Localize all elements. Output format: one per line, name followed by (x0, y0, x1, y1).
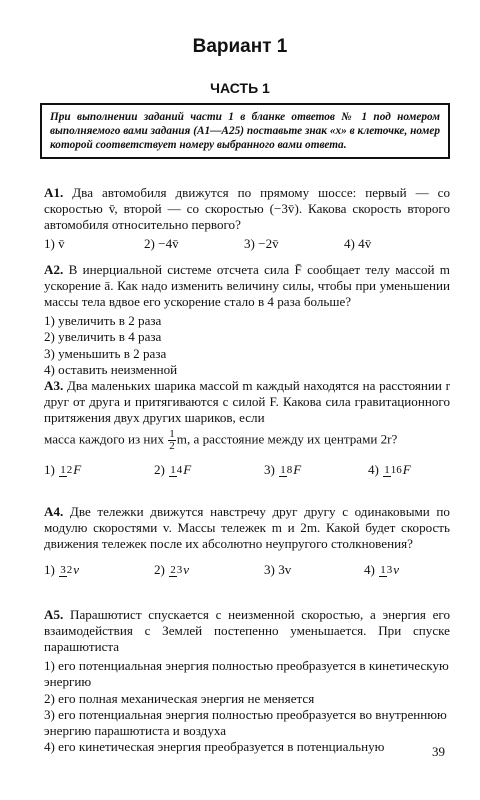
question-text: А2. В инерциальной системе отсчета сила F̄ сообщает телу массой m ускорение ā. Как надо изменить величину силы, чтобы при уменьшении массы тела вдвое его ускорение стало в 4 раза больше? (44, 262, 450, 309)
question-text: А1. Два автомобиля движутся по прямому шоссе: первый — со скоростью v̄, второй — со скоростью (−3v̄). Какова скорость второго автомобиля относительно первого? (44, 185, 450, 232)
question-text: А5. Парашютист спускается с неизменной скоростью, а энергия его взаимодействия с Землей постепенно уменьшается. При спуске парашютиста (44, 607, 450, 654)
instructions-box: При выполнении заданий части 1 в бланке ответов № 1 под номером выполняемого вами задания (А1—А25) поставьте знак «х» в клеточке, номер которой соответствует номеру выбранного вами ответа. (40, 103, 450, 159)
fraction: $\frac{1}{2}$ (169, 428, 175, 452)
question-a5 (44, 607, 450, 756)
part-title: ЧАСТЬ 1 (210, 80, 270, 96)
question-text: А4. Две тележки движутся навстречу друг другу с одинаковыми по модулю скоростями v. Массы тележек m и 2m. Какой будет скорость движения тележек после их абсолютно неупругого столкновения? (44, 504, 450, 551)
page-number: 39 (432, 744, 445, 759)
question-text-continued: масса каждого из них $\frac{1}{2}$ m, а расстояние между их центрами 2r? (44, 428, 398, 452)
answer-option: 1) 12F (44, 462, 82, 477)
question-a4 (44, 504, 450, 578)
answer-options (44, 236, 450, 252)
answer-options (44, 462, 450, 478)
question-number: А4. (44, 504, 64, 519)
answer-option: 4) 4v̄ (344, 236, 372, 251)
answer-option: 3) 3v (264, 562, 292, 577)
question-number: А3. (44, 378, 64, 393)
answer-option: 1) 32v (44, 562, 80, 577)
answer-option: 4) 13v (364, 562, 400, 577)
answer-option: 1) его потенциальная энергия полностью преобразуется в кинетическую энергию (44, 658, 449, 690)
answer-option: 3) 18F (264, 462, 302, 477)
answer-option: 3) −2v̄ (244, 236, 279, 251)
answer-option: 3) уменьшить в 2 раза (44, 345, 167, 361)
question-number: А5. (44, 607, 64, 622)
question-a1 (44, 185, 450, 252)
answer-option: 2) −4v̄ (144, 236, 179, 251)
answer-option: 4) его кинетическая энергия преобразуется в потенциальную (44, 739, 385, 755)
question-a3 (44, 378, 450, 478)
answer-option: 4) оставить неизменной (44, 361, 178, 377)
answer-option: 2) 23v (154, 562, 190, 577)
variant-title: Вариант 1 (192, 36, 288, 57)
answer-options (44, 313, 450, 378)
answer-option: 1) увеличить в 2 раза (44, 313, 162, 328)
answer-options (44, 562, 450, 578)
question-number: А1. (44, 185, 64, 200)
answer-option: 2) 14F (154, 462, 192, 477)
question-text: А3. Два маленьких шарика массой m каждый находятся на расстоянии r друг от друга и притягиваются с силой F. Какова сила гравитационного притяжения двух других шариков, если (44, 378, 450, 425)
answer-option: 2) его полная механическая энергия не меняется (44, 690, 315, 706)
question-number: А2. (44, 262, 64, 277)
answer-option: 3) его потенциальная энергия полностью преобразуется во внутреннюю энергию парашютиста и воздуха (44, 706, 447, 739)
answer-option: 4) 116F (368, 462, 411, 477)
answer-options (44, 658, 450, 756)
answer-option: 1) v̄ (44, 236, 65, 251)
question-a2 (44, 262, 450, 378)
answer-option: 2) увеличить в 4 раза (44, 329, 162, 345)
